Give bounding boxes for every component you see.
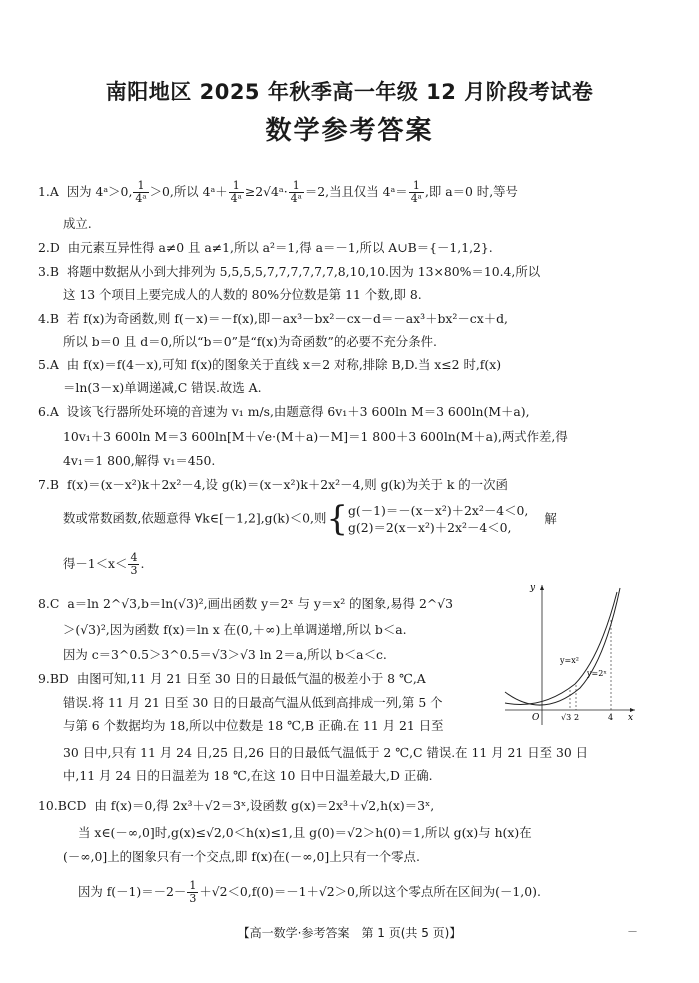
answer-number: 2.D — [38, 240, 60, 255]
function-graph — [500, 580, 640, 730]
answer-number: 10.BCD — [38, 798, 87, 813]
x-axis-label: x — [628, 713, 634, 723]
answer-number: 1.A — [38, 184, 59, 199]
document-title: 南阳地区 2025 年秋季高一年级 12 月阶段考试卷 — [105, 80, 594, 104]
text: 因为 f(－1)＝－2－ — [78, 884, 187, 899]
page-footer: 【高一数学·参考答案 第 1 页(共 5 页)】 — [237, 926, 462, 940]
answer-7-line-1 — [38, 477, 508, 493]
answer-9-line-2: 错误.将 11 月 21 日至 30 日的日最高气温从低到高排成一列,第 5 个 — [63, 695, 443, 710]
label-2-power-x: y=2ˣ — [587, 669, 607, 678]
fraction: $\frac{1}{3}$ — [189, 879, 197, 905]
text: 因为 4ᵃ＞0, — [66, 184, 133, 199]
answer-5-line-1 — [38, 357, 501, 373]
text: ＝2,当且仅当 4ᵃ＝ — [304, 184, 408, 199]
tick-2: 2 — [574, 713, 580, 722]
y-axis-label: y — [530, 583, 536, 593]
fraction: $\frac{4}{3}$ — [130, 551, 138, 577]
answer-4-line-2: 所以 b＝0 且 d＝0,所以“b＝0”是“f(x)为奇函数”的必要不充分条件. — [63, 334, 437, 349]
text: 由元素互异性得 a≠0 且 a≠1,所以 a²＝1,得 a＝－1,所以 A∪B＝{－1,1,2}. — [67, 240, 493, 255]
answer-8-line-2: ＞(√3)²,因为函数 f(x)＝ln x 在(0,＋∞)上单调递增,所以 b＜a. — [63, 622, 407, 637]
inequality-1: g(－1)＝－(x－x²)＋2x²－4＜0, — [348, 503, 529, 518]
text: 得－1＜x＜ — [63, 556, 128, 571]
x-axis-arrow — [630, 708, 635, 712]
answer-6-line-2: 10v₁＋3 600ln M＝3 600ln[M＋√e·(M＋a)－M]＝1 800＋3 600ln(M＋a),两式作差,得 — [63, 429, 568, 444]
answer-9-line-4: 30 日中,只有 11 月 24 日,25 日,26 日的日最低气温低于 2 ℃,C 错误.在 11 月 21 日至 30 日 — [63, 745, 589, 760]
text: 数或常数函数,依题意得 ∀k∈[－1,2],g(k)＜0,则 — [63, 510, 327, 526]
answer-8-line-1 — [38, 596, 453, 612]
answer-4-line-1 — [38, 311, 508, 327]
text: 若 f(x)为奇函数,则 f(－x)＝－f(x),即－ax³－bx²－cx－d＝－ax³＋bx²－cx＋d, — [66, 311, 508, 326]
answer-number: 6.A — [38, 404, 59, 419]
text: 由图可知,11 月 21 日至 30 日的日最低气温的极差小于 8 ℃,A — [76, 671, 426, 686]
curve-2-power-x — [505, 592, 617, 704]
equation-system: { g(－1)＝－(x－x²)＋2x²－4＜0, g(2)＝2(x－x²)＋2x²－4＜0, — [326, 499, 529, 539]
y-axis-arrow — [540, 585, 544, 590]
text: ＞0,所以 4ᵃ＋ — [149, 184, 228, 199]
text: 由 f(x)＝0,得 2x³＋√2＝3ˣ,设函数 g(x)＝2x³＋√2,h(x)＝3ˣ, — [94, 798, 435, 813]
answer-1-line-2: 成立. — [63, 216, 92, 231]
answer-10-line-2: 当 x∈(－∞,0]时,g(x)≤√2,0＜h(x)≤1,且 g(0)＝√2＞h(0)＝1,所以 g(x)与 h(x)在 — [78, 825, 532, 840]
document-subtitle: 数学参考答案 — [265, 116, 434, 146]
answer-3-line-2: 这 13 个项目上要完成人的人数的 80%分位数是第 11 个数,即 8. — [63, 287, 422, 302]
text: 解 — [544, 510, 557, 526]
text: 设该飞行器所处环境的音速为 v₁ m/s,由题意得 6v₁＋3 600ln M＝3 600ln(M＋a), — [66, 404, 530, 419]
answer-8-line-3: 因为 c＝3^0.5＞3^0.5＝√3＞√3 ln 2＝a,所以 b＜a＜c. — [63, 647, 387, 662]
curve-x-squared — [505, 588, 620, 705]
answer-6-line-1 — [38, 404, 530, 420]
answer-9-line-5: 中,11 月 24 日的日温差为 18 ℃,在这 10 日中日温差最大,D 正确. — [63, 768, 433, 783]
answer-5-line-2: ＝ln(3－x)单调递减,C 错误.故选 A. — [63, 380, 262, 395]
text: ＋√2＜0,f(0)＝－1＋√2＞0,所以这个零点所在区间为(－1,0). — [199, 884, 541, 899]
answer-number: 4.B — [38, 311, 59, 326]
answer-2-line-1 — [38, 240, 493, 256]
text: 由 f(x)＝f(4－x),可知 f(x)的图象关于直线 x＝2 对称,排除 B,D.当 x≤2 时,f(x) — [66, 357, 502, 372]
label-x-squared: y=x² — [560, 656, 579, 665]
answer-number: 3.B — [38, 264, 59, 279]
answer-10-line-1 — [38, 798, 434, 814]
text: f(x)＝(x－x²)k＋2x²－4,设 g(k)＝(x－x²)k＋2x²－4,则 g(k)为关于 k 的一次函 — [66, 477, 508, 492]
inequality-2: g(2)＝2(x－x²)＋2x²－4＜0, — [348, 520, 512, 535]
answer-number: 5.A — [38, 357, 59, 372]
answer-1-line-1 — [38, 180, 518, 205]
answer-9-line-3: 与第 6 个数据均为 18,所以中位数是 18 ℃,B 正确.在 11 月 21 日至 — [63, 718, 444, 733]
tick-4: 4 — [608, 713, 614, 722]
fraction: $\frac{1}{\text{4ᵃ}}$ — [410, 179, 422, 205]
answer-10-line-4 — [78, 880, 541, 905]
text: ≥2√4ᵃ· — [244, 184, 288, 199]
answer-number: 8.C — [38, 596, 60, 611]
text: ,即 a＝0 时,等号 — [424, 184, 518, 199]
answer-3-line-1 — [38, 264, 540, 280]
text: . — [140, 556, 145, 571]
answer-6-line-3: 4v₁＝1 800,解得 v₁＝450. — [63, 453, 216, 468]
answer-7-line-3 — [63, 552, 144, 577]
text: a＝ln 2^√3,b＝ln(√3)²,画出函数 y＝2ˣ 与 y＝x² 的图象,易得 2^√3 — [67, 596, 454, 611]
text: 将题中数据从小到大排列为 5,5,5,5,7,7,7,7,7,7,8,10,10.因为 13×80%＝10.4,所以 — [66, 264, 541, 279]
answer-10-line-3: (－∞,0]上的图象只有一个交点,即 f(x)在(－∞,0]上只有一个零点. — [63, 849, 420, 864]
origin-label: O — [532, 713, 540, 723]
fraction: $\frac{1}{\text{4ᵃ}}$ — [290, 179, 302, 205]
answer-7-line-2 — [63, 499, 557, 539]
tick-sqrt3: √3 — [561, 713, 572, 722]
fraction: $\frac{1}{\text{4ᵃ}}$ — [135, 179, 147, 205]
fraction: $\frac{1}{\text{4ᵃ}}$ — [230, 179, 242, 205]
answer-9-line-1 — [38, 671, 426, 687]
answer-number: 7.B — [38, 477, 59, 492]
corner-mark: — — [628, 927, 637, 937]
answer-number: 9.BD — [38, 671, 69, 686]
